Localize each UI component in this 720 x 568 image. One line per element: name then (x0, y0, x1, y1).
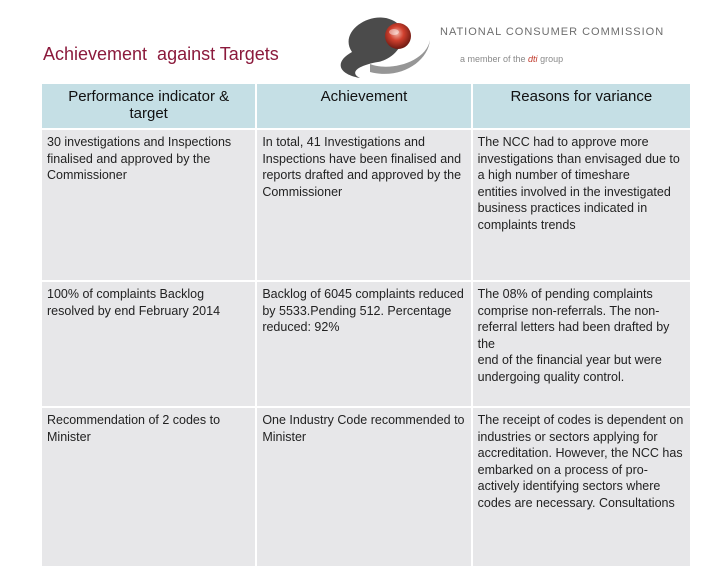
ncc-logo-icon (330, 2, 440, 82)
indicator-cell: Recommendation of 2 codes to Minister (42, 408, 255, 566)
indicator-cell: 100% of complaints Backlog resolved by end February 2014 (42, 282, 255, 406)
logo-tagline-prefix: a member of the (460, 54, 526, 64)
achievement-cell: One Industry Code recommended to Minister (257, 408, 470, 566)
targets-table (40, 82, 692, 568)
reason-cell: The 08% of pending complaints comprise non-referrals. The non-referral letters had been drafted by the end of the financial year but were undergoing quality control. (473, 282, 690, 406)
logo-tagline-suffix: group (540, 54, 564, 64)
achievement-cell: In total, 41 Investigations and Inspections have been finalised and reports drafted and approved by the Commissioner (257, 130, 470, 280)
reason-cell: The receipt of codes is dependent on industries or sectors applying for accreditation. However, the NCC has embarked on a process of pro-actively identifying sectors where codes are necessary. Consultations (473, 408, 690, 566)
table-row (42, 282, 690, 406)
table-header-row (42, 84, 690, 128)
logo-tagline-brand: dti (528, 54, 538, 64)
slide-title: Achievement against Targets (43, 44, 279, 64)
reason-cell: The NCC had to approve more investigations than envisaged due to a high number of timeshare entities involved in the investigated business practices indicated in complaints trends (473, 130, 690, 280)
achievement-cell: Backlog of 6045 complaints reduced by 5533.Pending 512. Percentage reduced: 92% (257, 282, 470, 406)
header-achievement: Achievement (257, 84, 470, 128)
indicator-cell: 30 investigations and Inspections finalised and approved by the Commissioner (42, 130, 255, 280)
table-row (42, 408, 690, 566)
header-indicator: Performance indicator & target (42, 84, 255, 128)
header-reason: Reasons for variance (473, 84, 690, 128)
table-row (42, 130, 690, 280)
logo-name: NATIONAL CONSUMER COMMISSION (440, 26, 665, 38)
logo-tagline (460, 54, 563, 64)
